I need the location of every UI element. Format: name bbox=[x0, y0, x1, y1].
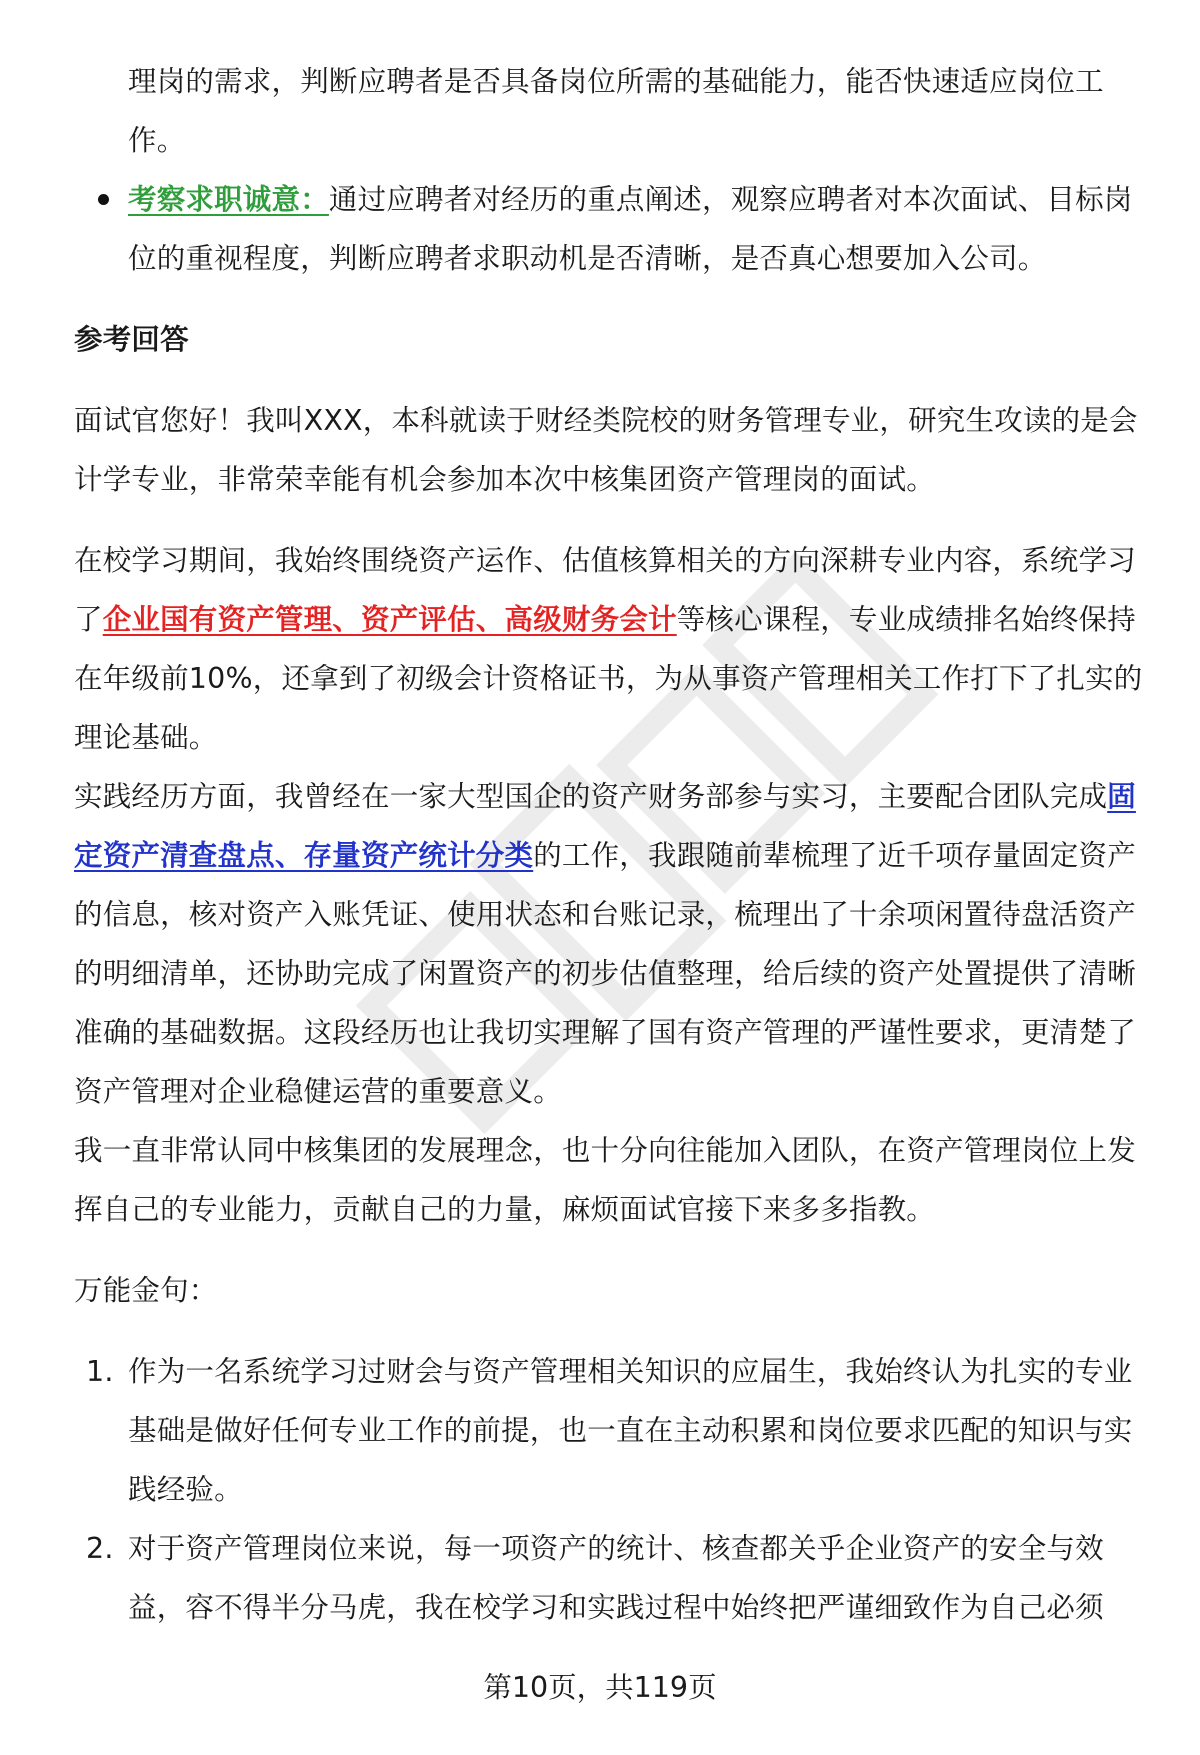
list-marker: 2. bbox=[86, 1532, 114, 1565]
golden-list bbox=[74, 1342, 1149, 1637]
golden-heading: 万能金句： bbox=[74, 1274, 218, 1307]
page-footer: 第10页，共119页 bbox=[483, 1671, 717, 1704]
paragraph-text: 的工作，我跟随前辈梳理了近千项存量固定资产的信息，核对资产入账凭证、使用状态和台账记录，梳理出了十余项闲置待盘活资产的明细清单，还协助完成了闲置资产的初步估值整理，给后续的资产处置提供了清晰准确的基础数据。这段经历也让我切实理解了国有资产管理的严谨性要求，更清楚了资产管理对企业稳健运营的重要意义。 bbox=[74, 839, 1136, 1108]
bullet-dot-icon bbox=[98, 194, 109, 205]
highlight-courses: 企业国有资产管理、资产评估、高级财务会计 bbox=[102, 603, 677, 636]
list-marker: 1. bbox=[86, 1355, 114, 1388]
paragraph-text: 实践经历方面，我曾经在一家大型国企的资产财务部参与实习，主要配合团队完成 bbox=[74, 780, 1108, 813]
answer-paragraph-3 bbox=[74, 767, 1149, 1121]
bullet-item-text: 通过应聘者对经历的重点阐述，观察应聘者对本次面试、目标岗位的重视程度，判断应聘者求职动机是否清晰，是否真心想要加入公司。 bbox=[128, 183, 1133, 275]
section-heading: 参考回答 bbox=[74, 323, 189, 356]
document-content bbox=[74, 52, 1149, 1637]
paragraph-text: 等核心课程，专业成绩排名始终保持在年级前10%，还拿到了初级会计资格证书，为从事资产管理相关工作打下了扎实的理论基础。 bbox=[74, 603, 1143, 754]
paragraph-text: 在校学习期间，我始终围绕资产运作、估值核算相关的方向深耕专业内容，系统学习了 bbox=[74, 544, 1136, 636]
highlight-work: 固定资产清查盘点、存量资产统计分类 bbox=[74, 780, 1136, 872]
answer-paragraph-1: 面试官您好！我叫XXX，本科就读于财经类院校的财务管理专业，研究生攻读的是会计学专业，非常荣幸能有机会参加本次中核集团资产管理岗的面试。 bbox=[74, 404, 1138, 496]
list-item-text: 作为一名系统学习过财会与资产管理相关知识的应届生，我始终认为扎实的专业基础是做好任何专业工作的前提，也一直在主动积累和岗位要求匹配的知识与实践经验。 bbox=[128, 1355, 1133, 1506]
answer-paragraph-4: 我一直非常认同中核集团的发展理念，也十分向往能加入团队，在资产管理岗位上发挥自己的专业能力，贡献自己的力量，麻烦面试官接下来多多指教。 bbox=[74, 1134, 1136, 1226]
answer-paragraph-2 bbox=[74, 531, 1149, 767]
bullet-continuation-line: 作。 bbox=[128, 124, 186, 157]
list-item bbox=[74, 1519, 1149, 1637]
bullet-item bbox=[74, 170, 1149, 288]
bullet-item-label: 考察求职诚意： bbox=[128, 183, 329, 216]
list-item bbox=[74, 1342, 1149, 1519]
bullet-list bbox=[74, 170, 1149, 288]
list-item-text: 对于资产管理岗位来说，每一项资产的统计、核查都关乎企业资产的安全与效益，容不得半分马虎，我在校学习和实践过程中始终把严谨细致作为自己必须 bbox=[128, 1532, 1104, 1624]
bullet-continuation-line: 理岗的需求，判断应聘者是否具备岗位所需的基础能力，能否快速适应岗位工 bbox=[128, 65, 1104, 98]
